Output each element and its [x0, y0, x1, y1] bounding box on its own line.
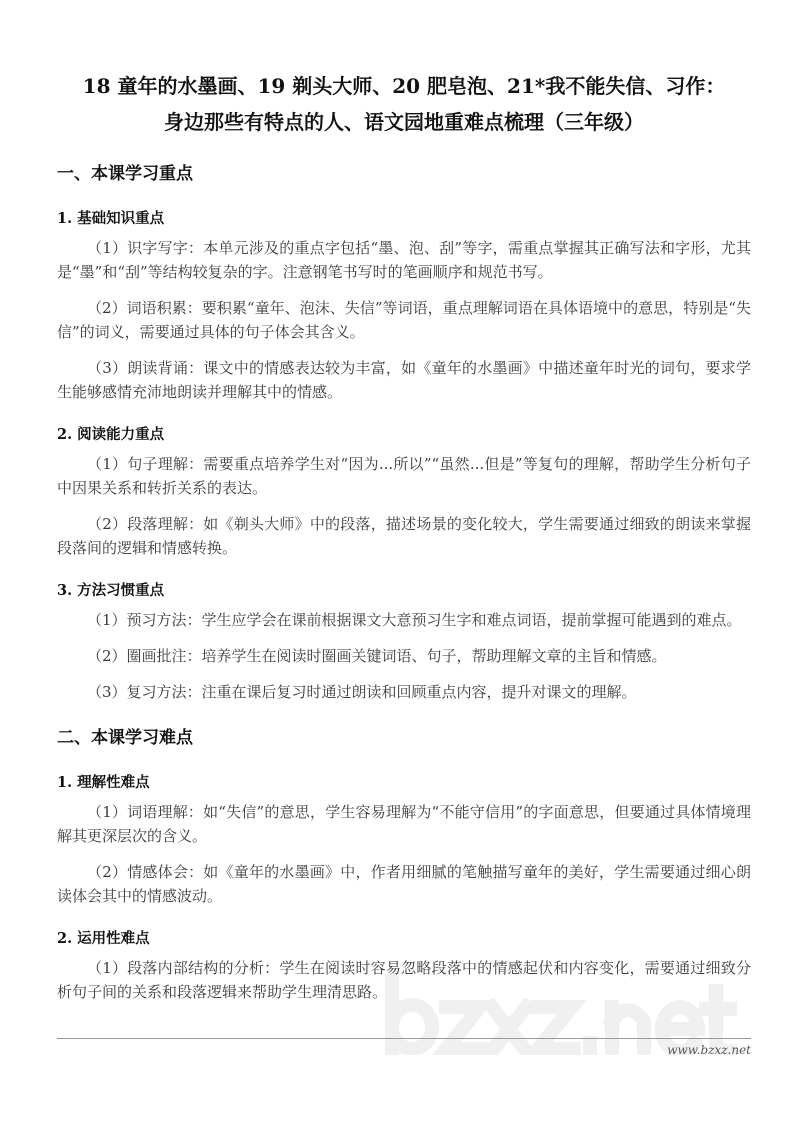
paragraph: （1）句子理解：需要重点培养学生对“因为...所以”“虽然...但是”等复句的理解，帮助学生分析句子中因果关系和转折关系的表达。: [57, 455, 751, 497]
paragraph: （3）复习方法：注重在课后复习时通过朗读和回顾重点内容，提升对课文的理解。: [87, 683, 637, 701]
footer-divider: [57, 1038, 751, 1039]
document-title: [35, 68, 773, 140]
paragraph: （3）朗读背诵：课文中的情感表达较为丰富，如《童年的水墨画》中描述童年时光的词句，要求学生能够感情充沛地朗读并理解其中的情感。: [57, 359, 751, 401]
footer-url: www.bzxz.net: [667, 1043, 751, 1057]
subheading-comprehension-difficulty: 1. 理解性难点: [57, 774, 150, 791]
subheading-method-habit: 3. 方法习惯重点: [57, 582, 165, 599]
paragraph: （2）词语积累：要积累“童年、泡沫、失信”等词语，重点理解词语在具体语境中的意思，特别是“失信”的词义，需要通过具体的句子体会其含义。: [57, 299, 751, 341]
subheading-basic-knowledge: 1. 基础知识重点: [57, 210, 165, 227]
paragraph: （2）情感体会：如《童年的水墨画》中，作者用细腻的笔触描写童年的美好，学生需要通过细心朗读体会其中的情感波动。: [57, 863, 751, 905]
section-heading-2: 二、本课学习难点: [57, 728, 193, 748]
paragraph: （2）圈画批注：培养学生在阅读时圈画关键词语、句子，帮助理解文章的主旨和情感。: [87, 647, 667, 665]
paragraph: （2）段落理解：如《剃头大师》中的段落，描述场景的变化较大，学生需要通过细致的朗读来掌握段落间的逻辑和情感转换。: [57, 515, 751, 557]
paragraph: （1）词语理解：如“失信”的意思，学生容易理解为“不能守信用”的字面意思，但要通过具体情境理解其更深层次的含义。: [57, 803, 751, 845]
subheading-application-difficulty: 2. 运用性难点: [57, 930, 150, 947]
title-line-1: 18 童年的水墨画、19 剃头大师、20 肥皂泡、21*我不能失信、习作：: [82, 74, 726, 98]
paragraph: （1）识字写字：本单元涉及的重点字包括“墨、泡、刮”等字，需重点掌握其正确写法和字形，尤其是“墨”和“刮”等结构较复杂的字。注意钢笔书写时的笔画顺序和规范书写。: [57, 239, 751, 281]
paragraph: （1）预习方法：学生应学会在课前根据课文大意预习生字和难点词语，提前掌握可能遇到的难点。: [87, 611, 742, 629]
paragraph: （1）段落内部结构的分析：学生在阅读时容易忽略段落中的情感起伏和内容变化，需要通过细致分析句子间的关系和段落逻辑来帮助学生理清思路。: [57, 959, 751, 1001]
subheading-reading-ability: 2. 阅读能力重点: [57, 426, 165, 443]
title-line-2: 身边那些有特点的人、语文园地重难点梳理（三年级）: [164, 110, 644, 134]
section-heading-1: 一、本课学习重点: [57, 164, 193, 184]
